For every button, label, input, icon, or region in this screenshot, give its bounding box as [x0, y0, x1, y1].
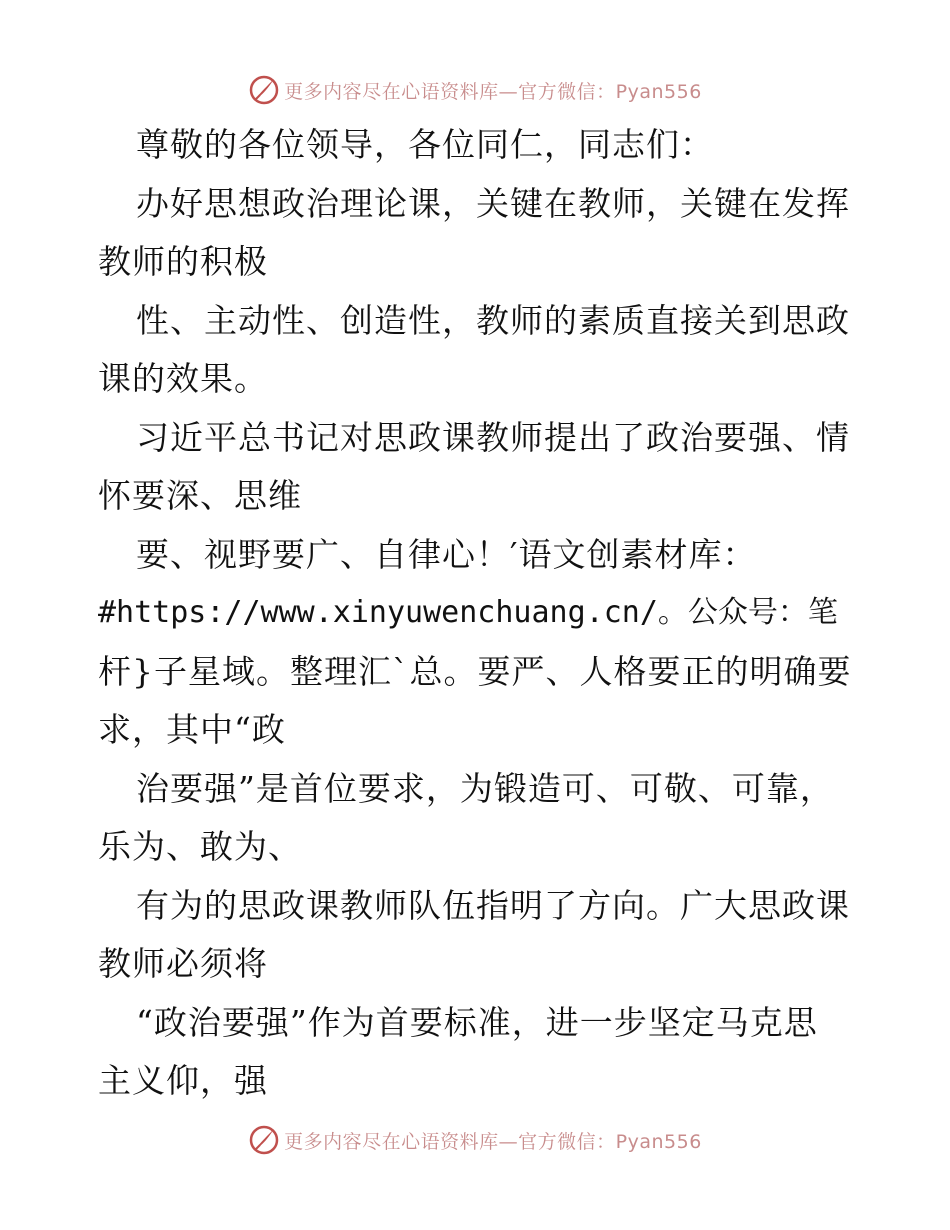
- header-watermark: [0, 70, 950, 110]
- footer-watermark: [0, 1120, 950, 1160]
- text-line: 习近平总书记对思政课教师提出了政治要强、情: [136, 417, 850, 457]
- text-line: 求，其中“政: [98, 710, 286, 749]
- watermark-text: [284, 1127, 702, 1154]
- text-line: 办好思想政治理论课，关键在教师，关键在发挥: [136, 183, 850, 223]
- wechat-id: Pyan556: [615, 1130, 702, 1153]
- text-line: 课的效果。: [98, 359, 268, 398]
- watermark-label: 更多内容尽在心语资料库—官方微信：: [284, 80, 616, 103]
- text-line: 教师的积极: [98, 242, 268, 281]
- text-line: 要、视野要广、自律心！′语文创素材库：: [136, 534, 757, 574]
- text-line: 乐为、敢为、: [98, 827, 302, 866]
- quill-logo-icon: [248, 1124, 280, 1156]
- speech-body: [98, 116, 858, 1111]
- text-line: 性、主动性、创造性，教师的素质直接关到思政: [136, 300, 850, 340]
- text-line: 主义仰，强: [98, 1061, 268, 1100]
- text-line: 尊敬的各位领导，各位同仁，同志们：: [136, 125, 714, 164]
- text-line: 杆}子星域。整理汇`总。要严、人格要正的明确要: [98, 651, 852, 691]
- text-line: “政治要强”作为首要标准，进一步坚定马克思: [136, 1002, 818, 1042]
- text-line: #https://www.xinyuwenchuang.cn/。公众号：笔: [98, 595, 838, 630]
- text-line: 有为的思政课教师队伍指明了方向。广大思政课: [136, 885, 850, 925]
- text-line: 治要强”是首位要求，为锻造可、可敬、可靠，: [136, 768, 834, 808]
- text-line: 怀要深、思维: [98, 476, 302, 515]
- quill-logo-icon: [248, 74, 280, 106]
- watermark-text: [284, 77, 702, 104]
- wechat-id: Pyan556: [615, 80, 702, 103]
- watermark-label: 更多内容尽在心语资料库—官方微信：: [284, 1130, 616, 1153]
- text-line: 教师必须将: [98, 944, 268, 983]
